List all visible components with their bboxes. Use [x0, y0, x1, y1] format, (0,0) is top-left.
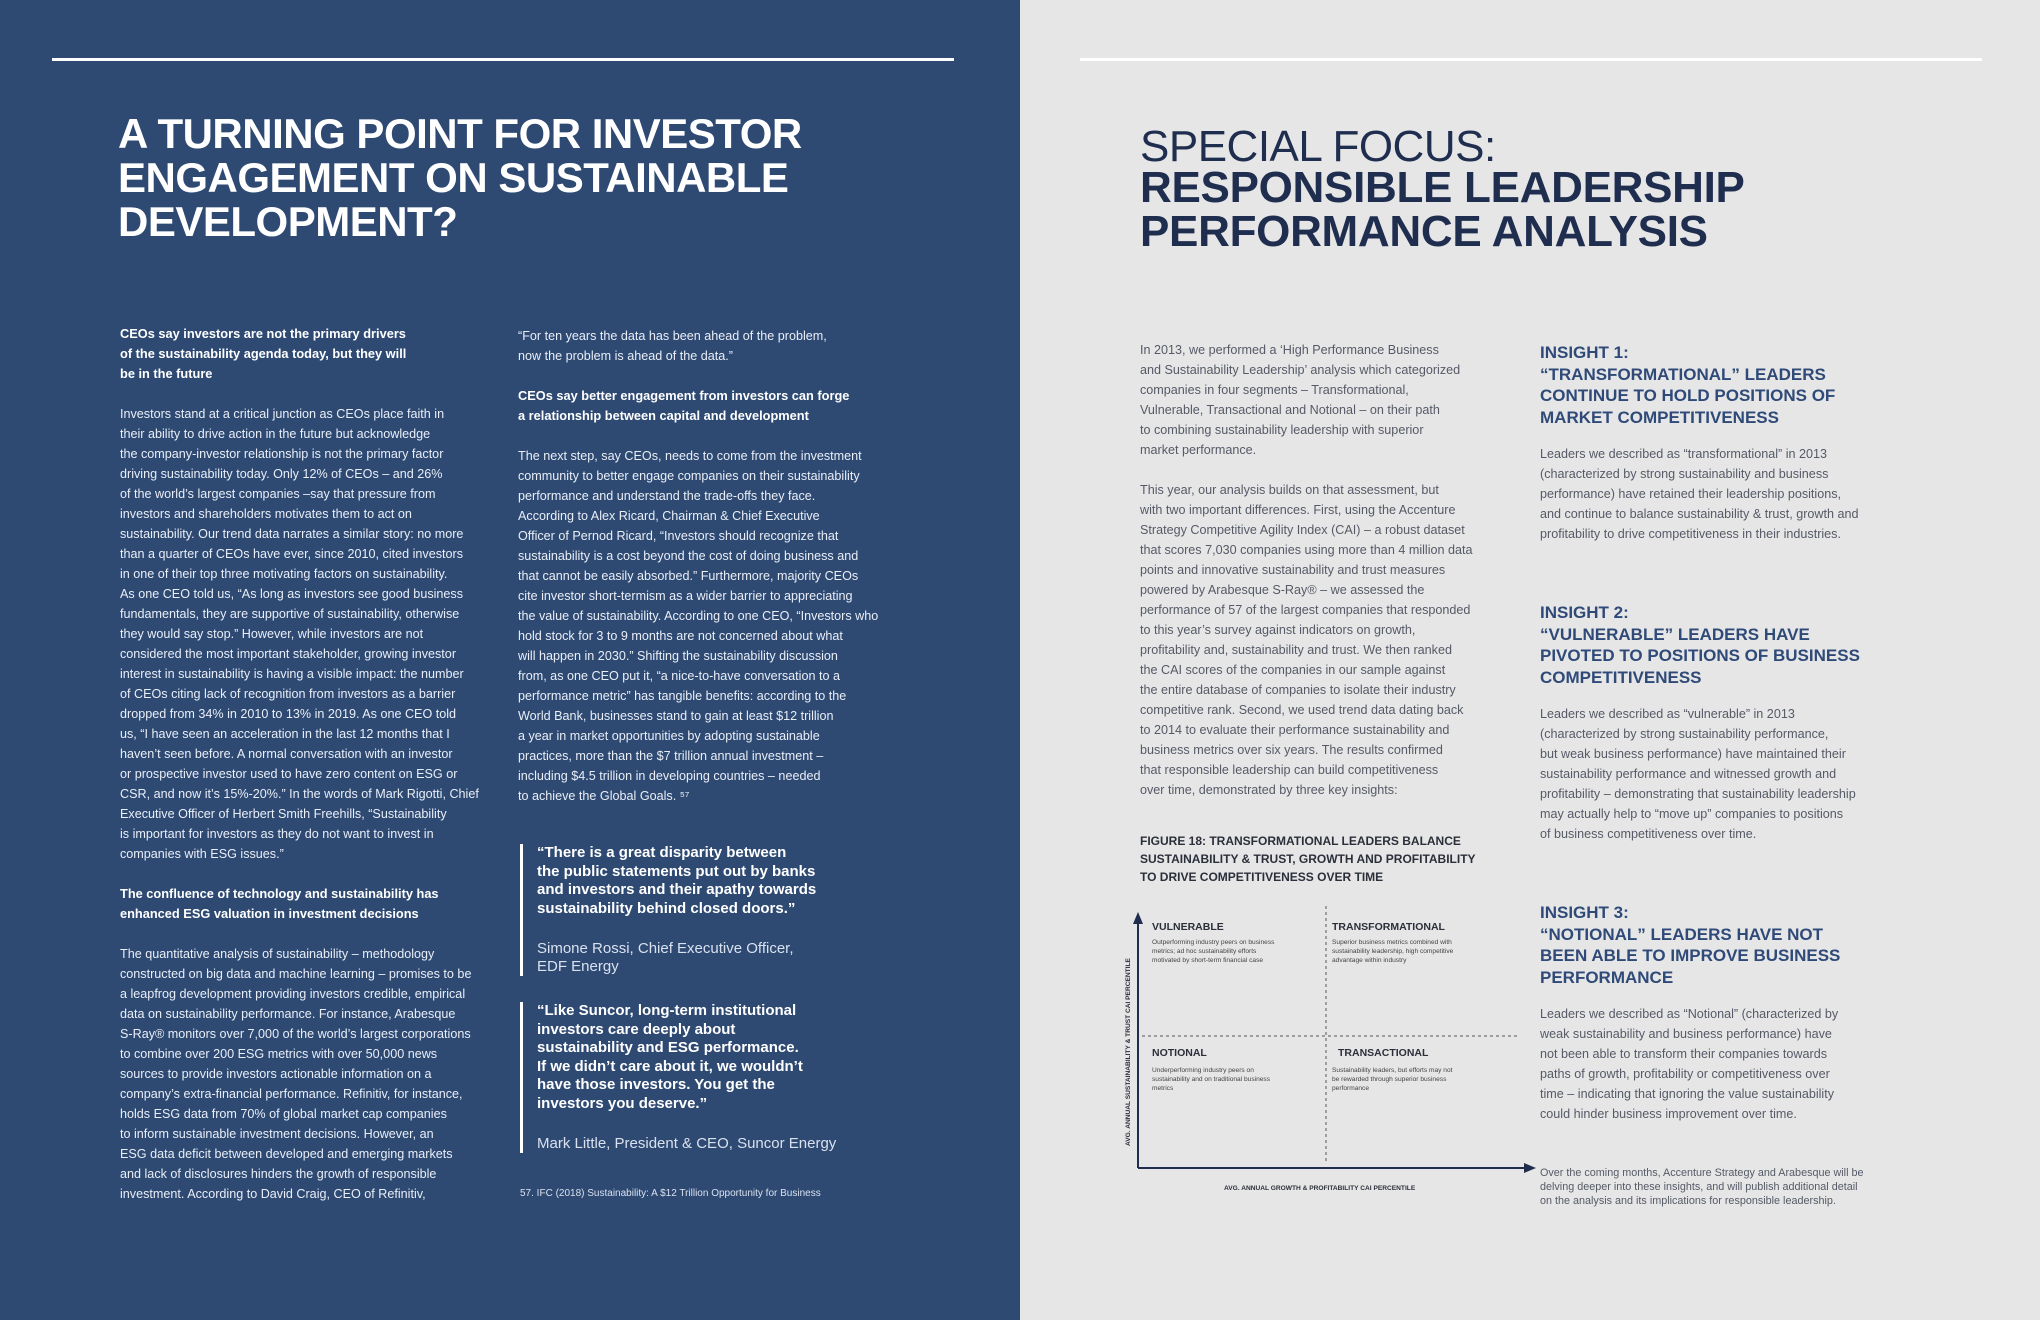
- body-paragraph: This year, our analysis builds on that assessment, but with two important differences. First, using the Accenture Strategy Competitive Agility Index (CAI) – a robust dataset that scores 7,030 companies using more than 4 million data points and innovative sustainability and trust measures powered by Arabesque S-Ray® – we assessed the performance of 57 of the largest companies that responded to this year’s survey against indicators on growth, profitability and, sustainability and trust. We then ranked the CAI scores of the companies in our sample against the entire database of companies to isolate their industry competitive rank. Second, we used trend data dating back to 2014 to evaluate their performance sustainability and business metrics over six years. The results confirmed that responsible leadership can build competitiveness over time, demonstrated by three key insights:: [1140, 483, 1473, 797]
- body-paragraph: Investors stand at a critical junction as CEOs place faith in their ability to drive action in the future but acknowledge the company-investor relationship is not the primary factor driving sustainability today. Only 12% of CEOs – and 26% of the world’s largest companies –say that pressure from investors and shareholders motivates them to act on sustainability. Our trend data narrates a similar story: no more than a quarter of CEOs have ever, since 2010, cited investors in one of their top three motivating factors on sustainability. As one CEO told us, “As long as investors see good business fundamentals, they are supportive of sustainability, otherwise they would say stop.” However, while investors are not considered the most important stakeholder, growing investor interest in sustainability is having a visible impact: the number of CEOs citing lack of recognition from investors as a barrier dropped from 34% in 2010 to 13% in 2019. As one CEO told us, “I have seen an acceleration in the last 12 months that I haven’t seen before. A normal conversation with an investor or prospective investor used to have zero content on ESG or CSR, and now it’s 15%-20%.” In the words of Mark Rigotti, Chief Executive Officer of Herbert Smith Freehills, “Sustainability is important for investors as they do not want to invest in companies with ESG issues.”: [120, 407, 479, 861]
- quadrant-transformational-desc: Superior business metrics combined with sustainability leadership, high competitive advantage within industry: [1332, 939, 1454, 964]
- pull-quote-1: [520, 844, 816, 976]
- text-column-2: [518, 326, 918, 826]
- body-paragraph: The quantitative analysis of sustainability – methodology constructed on big data and machine learning – promises to be a leapfrog development providing investors credible, empirical data on sustainability performance. For instance, Arabesque S-Ray® monitors over 7,000 of the world’s largest corporations to combine over 200 ESG metrics with over 50,000 news sources to provide investors actionable information on a company’s extra-financial performance. Refinitiv, for instance, holds ESG data from 70% of global market cap companies to inform sustainable investment decisions. However, an ESG data deficit between developed and emerging markets and lack of disclosures hinders the growth of responsible investment. According to David Craig, CEO of Refinitiv,: [120, 947, 472, 1201]
- quadrant-vulnerable-title: VULNERABLE: [1152, 921, 1224, 933]
- y-axis-label: AVG. ANNUAL SUSTAINABILITY & TRUST CAI PERCENTILE: [1125, 958, 1132, 1146]
- quadrant-notional-title: NOTIONAL: [1152, 1047, 1207, 1059]
- quote-text: “There is a great disparity between the public statements put out by banks and investors and their apathy towards sustainability behind closed doors.”: [537, 844, 817, 917]
- quadrant-vulnerable-desc: Outperforming industry peers on business metrics; ad hoc sustainability efforts motivated by short-term financial case: [1152, 939, 1275, 964]
- text-column-1: [120, 324, 510, 1224]
- insight-heading: INSIGHT 2: “VULNERABLE” LEADERS HAVE PIVOTED TO POSITIONS OF BUSINESS COMPETITIVENESS: [1540, 603, 1860, 687]
- insight-body: Leaders we described as “transformational” in 2013 (characterized by strong sustainability and business performance) have retained their leadership positions, and continue to balance sustainability & trust, growth and profitability to drive competitiveness in their industries.: [1540, 447, 1859, 541]
- right-page: [1020, 0, 2040, 1320]
- insight-body: Leaders we described as “Notional” (characterized by weak sustainability and business performance) have not been able to transform their companies towards paths of growth, profitability or competitiveness over time – indicating that ignoring the value sustainability could hinder business improvement over time.: [1540, 1007, 1839, 1121]
- closing-note: Over the coming months, Accenture Strategy and Arabesque will be delving deeper into these insights, and will publish additional detail on the analysis and its implications for responsible leadership.: [1540, 1167, 1864, 1207]
- insight-1: [1540, 342, 1900, 544]
- page-title: RESPONSIBLE LEADERSHIP PERFORMANCE ANALYSIS: [1140, 163, 1744, 256]
- y-axis-arrow: [1133, 912, 1143, 924]
- quote-author: Simone Rossi, Chief Executive Officer, EDF Energy: [537, 940, 794, 975]
- quadrant-transactional-desc: Sustainability leaders, but efforts may not be rewarded through superior business performance: [1332, 1067, 1453, 1092]
- page-title-kicker: SPECIAL FOCUS:: [1140, 122, 1496, 171]
- figure-title: FIGURE 18: TRANSFORMATIONAL LEADERS BALANCE SUSTAINABILITY & TRUST, GROWTH AND PROFITABILITY TO DRIVE COMPETITIVENESS OVER TIME: [1140, 834, 1476, 884]
- body-paragraph: “For ten years the data has been ahead of the problem, now the problem is ahead of the data.”: [518, 329, 827, 363]
- pull-quote-2: [520, 1002, 836, 1153]
- insight-3: [1540, 902, 1900, 1124]
- quote-author: Mark Little, President & CEO, Suncor Energy: [537, 1135, 837, 1152]
- quadrant-notional-desc: Underperforming industry peers on sustainability and on traditional business metrics: [1152, 1067, 1271, 1092]
- quote-text: “Like Suncor, long-term institutional investors care deeply about sustainability and ESG performance. If we didn’t care about it, we wouldn’t have those investors. You get the investors you deserve.”: [537, 1002, 803, 1112]
- text-column-1: [1140, 340, 1520, 820]
- top-rule: [52, 58, 954, 61]
- insight-heading: INSIGHT 1: “TRANSFORMATIONAL” LEADERS CONTINUE TO HOLD POSITIONS OF MARKET COMPETITIVENESS: [1540, 343, 1836, 427]
- quadrant-diagram: [1116, 900, 1536, 1200]
- insight-body: Leaders we described as “vulnerable” in 2013 (characterized by strong sustainability performance, but weak business performance) have maintained their sustainability performance and witnessed growth and profitability – demonstrating that sustainability leadership may actually help to “move up” companies to positions of business competitiveness over time.: [1540, 707, 1856, 841]
- quadrant-transactional-title: TRANSACTIONAL: [1338, 1047, 1429, 1059]
- x-axis-label: AVG. ANNUAL GROWTH & PROFITABILITY CAI PERCENTILE: [1224, 1185, 1416, 1192]
- insight-heading: INSIGHT 3: “NOTIONAL” LEADERS HAVE NOT BEEN ABLE TO IMPROVE BUSINESS PERFORMANCE: [1540, 903, 1841, 987]
- quadrant-transformational-title: TRANSFORMATIONAL: [1332, 921, 1445, 933]
- footnote: 57. IFC (2018) Sustainability: A $12 Trillion Opportunity for Business: [520, 1188, 821, 1199]
- body-paragraph: In 2013, we performed a ‘High Performance Business and Sustainability Leadership’ analysis which categorized companies in four segments – Transformational, Vulnerable, Transactional and Notional – on their path to combining sustainability leadership with superior market performance.: [1140, 343, 1461, 457]
- insight-2: [1540, 602, 1900, 844]
- body-paragraph: The next step, say CEOs, needs to come from the investment community to better engage companies on their sustainability performance and understand the trade-offs they face. According to Alex Ricard, Chairman & Chief Executive Officer of Pernod Ricard, “Investors should recognize that sustainability is a cost beyond the cost of doing business and that cannot be easily absorbed.” Furthermore, majority CEOs cite investor short-termism as a wider barrier to appreciating the value of sustainability. According to one CEO, “Investors who hold stock for 3 to 9 months are not concerned about what will happen in 2030.” Shifting the sustainability discussion from, as one CEO put it, “a nice-to-have conversation to a performance metric” has tangible benefits: according to the World Bank, businesses stand to gain at least $12 trillion a year in market opportunities by adopting sustainable practices, more than the $7 trillion annual investment – including $4.5 trillion in developing countries – needed to achieve the Global Goals. ⁵⁷: [518, 449, 879, 803]
- page-title: A TURNING POINT FOR INVESTOR ENGAGEMENT ON SUSTAINABLE DEVELOPMENT?: [118, 110, 802, 245]
- x-axis-arrow: [1524, 1163, 1536, 1173]
- section-heading: The confluence of technology and sustainability has enhanced ESG valuation in investment decisions: [120, 886, 439, 921]
- top-rule: [1080, 58, 1982, 61]
- section-heading: CEOs say better engagement from investors can forge a relationship between capital and development: [518, 388, 850, 423]
- section-heading: CEOs say investors are not the primary drivers of the sustainability agenda today, but they will be in the future: [120, 326, 407, 381]
